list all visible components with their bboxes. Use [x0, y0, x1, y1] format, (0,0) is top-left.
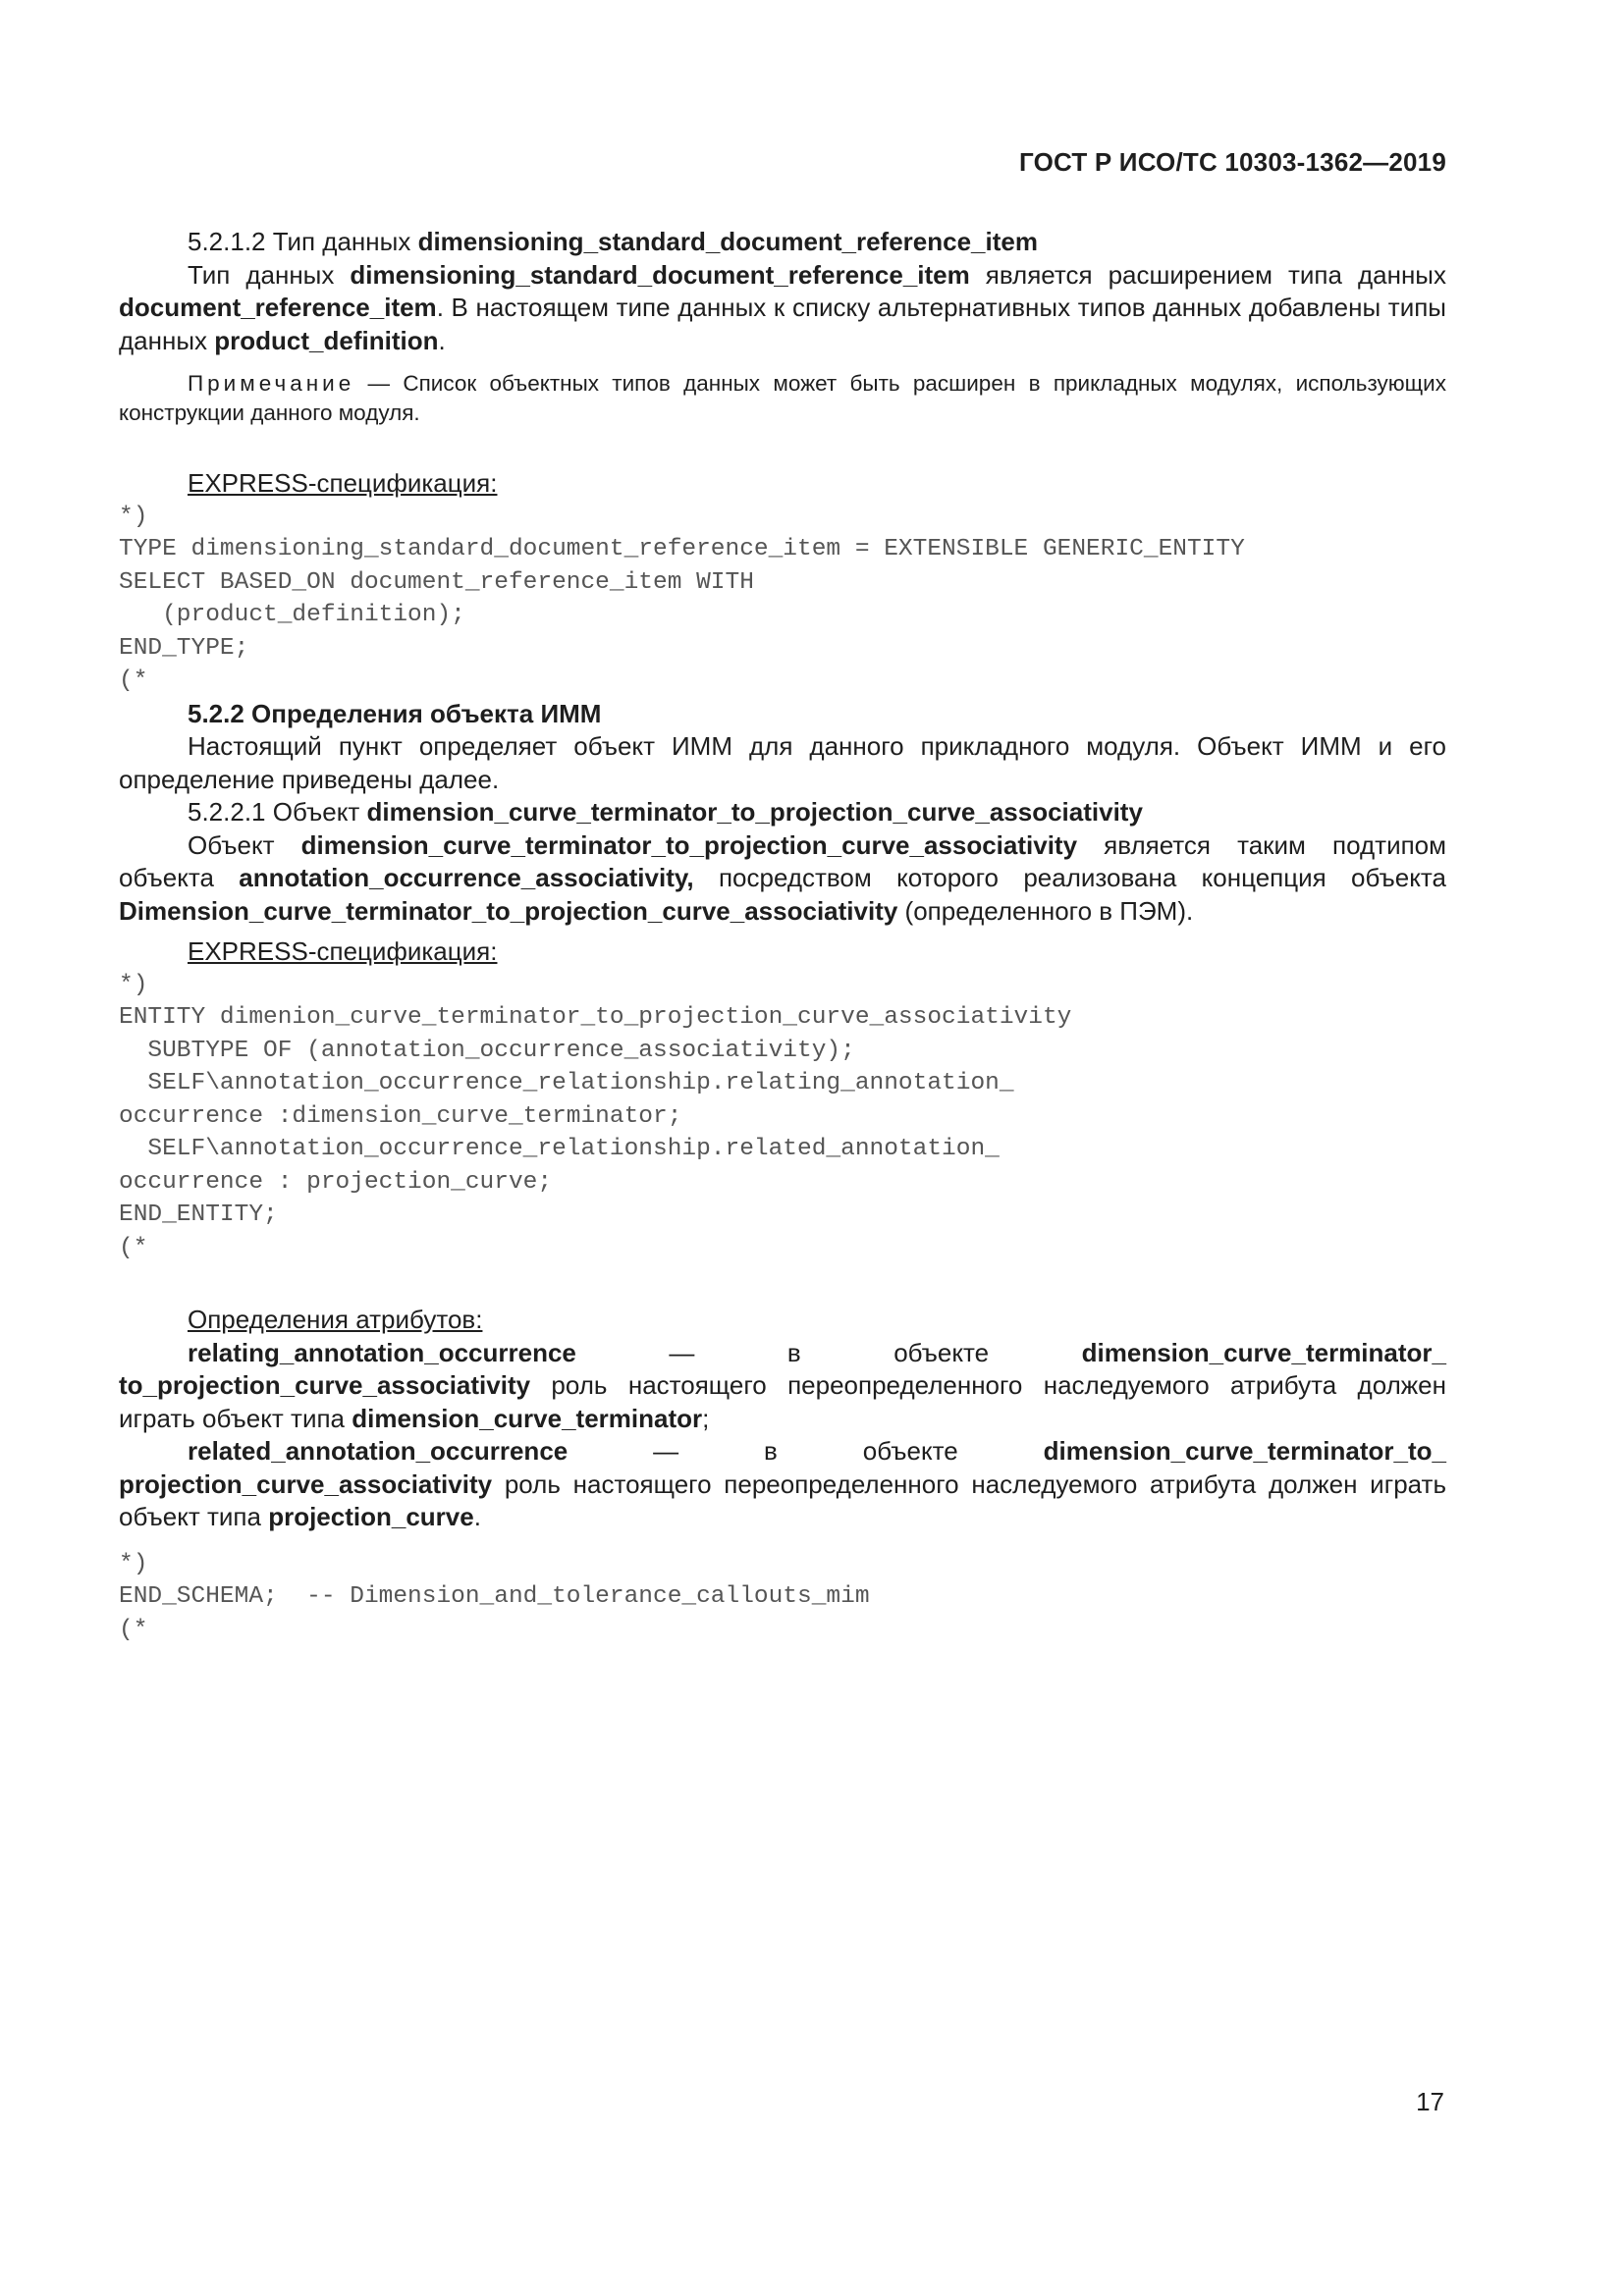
- spacer: [119, 928, 1446, 935]
- term-run: dimension_curve_terminator_ to_projection_curve_associativity: [119, 1337, 1446, 1400]
- code-line: occurrence : projection_curve;: [119, 1168, 553, 1196]
- term-run: projection_curve: [268, 1502, 474, 1531]
- code-line: SELF\annotation_occurrence_relationship.related_annotation_: [119, 1136, 1000, 1162]
- term-run: dimensioning_standard_document_reference_item: [350, 259, 970, 290]
- express-heading: EXPRESS-спецификация:: [188, 468, 498, 498]
- code-line: *): [119, 971, 148, 998]
- text-run: роль настоящего переопределенного наследуемого атрибута должен играть объект типа: [119, 1370, 1446, 1433]
- attribute-definition: [119, 1435, 1446, 1534]
- spacer: [119, 1534, 1446, 1548]
- code-line: (*: [119, 667, 148, 694]
- code-line: END_ENTITY;: [119, 1201, 278, 1228]
- attribute-name: relating_annotation_occurrence: [188, 1337, 576, 1367]
- attributes-heading: Определения атрибутов:: [188, 1305, 483, 1334]
- text-run: — в объекте: [575, 1337, 1082, 1367]
- text-run: роль настоящего переопределенного наследуемого атрибута должен играть объект типа: [119, 1468, 1446, 1531]
- text-run: является таким подтипом объекта: [119, 829, 1447, 892]
- code-line: ENTITY dimenion_curve_terminator_to_projection_curve_associativity: [119, 1004, 1072, 1031]
- spacer: [119, 428, 1446, 467]
- term-run: document_reference_item: [119, 293, 437, 322]
- term-run: product_definition: [214, 325, 439, 355]
- text-run: посредством которого реализована концепция объекта: [693, 863, 1446, 892]
- code-line: END_TYPE;: [119, 634, 249, 662]
- code-line: (product_definition);: [119, 602, 465, 628]
- section-title-5-2-1-2: [119, 226, 1446, 259]
- end-schema-code-block: [119, 1548, 1446, 1647]
- attribute-name: related_annotation_occurrence: [188, 1436, 568, 1466]
- text-run: (определенного в ПЭМ).: [897, 895, 1194, 926]
- paragraph-5-2-1-2: [119, 259, 1446, 358]
- express-heading: EXPRESS-спецификация:: [188, 936, 498, 966]
- spacer: [119, 1264, 1446, 1304]
- section-title-prefix: 5.2.2.1 Объект: [188, 797, 367, 827]
- text-run: Тип данных: [188, 259, 351, 290]
- page-content: [119, 226, 1446, 1646]
- text-run: ;: [702, 1403, 710, 1433]
- code-line: *): [119, 1550, 148, 1577]
- text-run: . В настоящем типе данных к списку альтернативных типов данных добавлены типы данных: [119, 293, 1446, 355]
- section-title-5-2-2: 5.2.2 Определения объекта ИММ: [188, 698, 602, 728]
- code-line: (*: [119, 1616, 148, 1643]
- section-title-prefix: 5.2.1.2 Тип данных: [188, 227, 418, 256]
- term-run: dimension_curve_terminator: [352, 1403, 703, 1433]
- code-line: occurrence :dimension_curve_terminator;: [119, 1102, 682, 1130]
- attribute-definition: [119, 1337, 1446, 1436]
- text-run: является расширением типа данных: [969, 259, 1446, 290]
- text-run: Объект: [188, 829, 301, 860]
- page-number: 17: [1416, 2087, 1444, 2116]
- note-text: — Список объектных типов данных может быть расширен в прикладных модулях, использующих конструкции данного модуля.: [119, 371, 1446, 425]
- document-header: ГОСТ Р ИСО/ТС 10303-1362—2019: [1018, 147, 1446, 177]
- term-run: dimension_curve_terminator_to_projection_curve_associativity: [300, 829, 1078, 860]
- code-line: END_SCHEMA; -- Dimension_and_tolerance_callouts_mim: [119, 1583, 870, 1610]
- section-title-term: dimension_curve_terminator_to_projection_curve_associativity: [366, 797, 1143, 827]
- note-paragraph: [119, 369, 1446, 428]
- text-run: .: [438, 325, 446, 355]
- paragraph-5-2-2-1: [119, 829, 1446, 929]
- text-run: — в объекте: [568, 1436, 1044, 1466]
- note-label: Примечание: [188, 371, 355, 396]
- express-code-block: [119, 501, 1446, 698]
- term-run: annotation_occurrence_associativity,: [239, 863, 694, 892]
- express-code-block: [119, 969, 1446, 1265]
- text-run: .: [473, 1502, 481, 1531]
- section-title-5-2-2-1: [119, 796, 1446, 829]
- code-line: SELECT BASED_ON document_reference_item WITH: [119, 568, 754, 596]
- term-run: dimension_curve_terminator_to_ projection_curve_associativity: [119, 1436, 1446, 1499]
- term-run: Dimension_curve_terminator_to_projection_curve_associativity: [119, 895, 898, 926]
- code-line: TYPE dimensioning_standard_document_reference_item = EXTENSIBLE GENERIC_ENTITY: [119, 536, 1245, 562]
- section-title-term: dimensioning_standard_document_reference_item: [417, 227, 1038, 256]
- paragraph-5-2-2: Настоящий пункт определяет объект ИММ для данного прикладного модуля. Объект ИММ и его определение приведены далее.: [119, 731, 1446, 794]
- code-line: SELF\annotation_occurrence_relationship.relating_annotation_: [119, 1070, 1014, 1096]
- code-line: *): [119, 503, 148, 530]
- code-line: (*: [119, 1234, 148, 1261]
- code-line: SUBTYPE OF (annotation_occurrence_associativity);: [119, 1037, 855, 1064]
